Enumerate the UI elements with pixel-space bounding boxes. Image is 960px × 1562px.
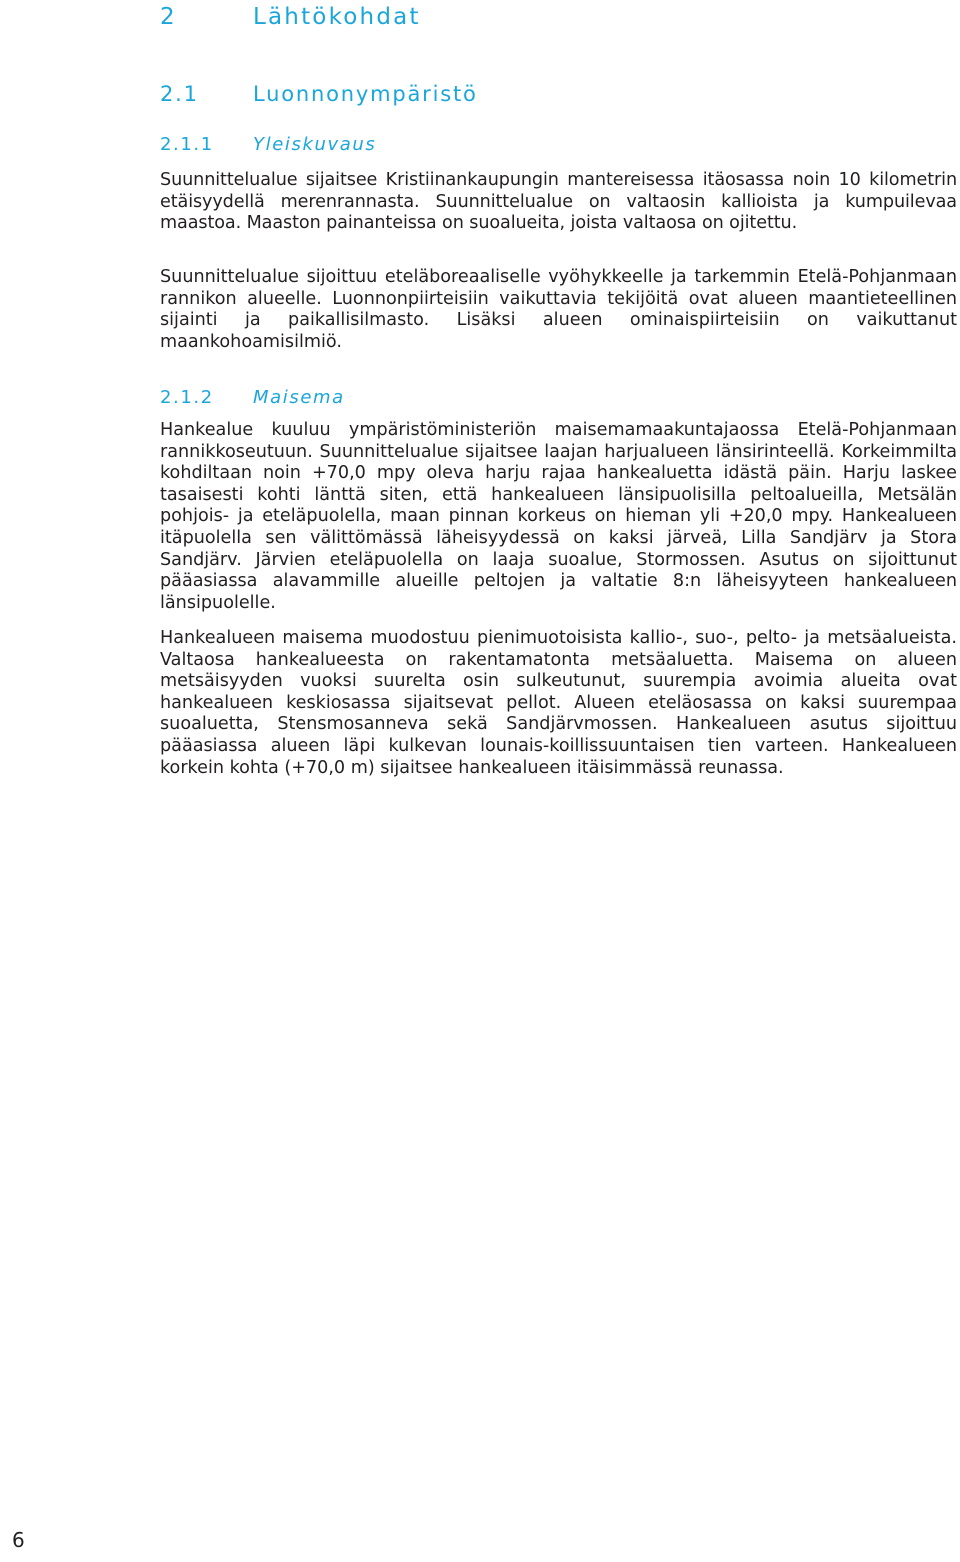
yleiskuvaus-number: 2.1.1: [160, 134, 214, 155]
section-number: 2: [160, 4, 177, 30]
subsection-heading: [160, 82, 478, 106]
yleiskuvaus-title: Yleiskuvaus: [253, 134, 377, 155]
maisema-title: Maisema: [253, 387, 345, 408]
yleiskuvaus-heading: [160, 134, 376, 155]
section-title: Lähtökohdat: [253, 4, 421, 30]
page-number: 6: [12, 1528, 25, 1552]
maisema-number: 2.1.2: [160, 387, 214, 408]
yleiskuvaus-paragraph-1: Suunnittelualue sijaitsee Kristiinankaupungin mantereisessa itäosassa noin 10 kilometrin etäisyydellä merenrannasta. Suunnittelualue on valtaosin kallioista ja kumpuilevaa maastoa. Maaston painanteissa on suoalueita, joista valtaosa on ojitettu.: [160, 170, 957, 234]
maisema-paragraph-1: Hankealue kuuluu ympäristöministeriön maisemamaakuntajaossa Etelä-Pohjanmaan rannikkoseutuun. Suunnittelualue sijaitsee laajan harjualueen länsirinteellä. Korkeimmilta kohdiltaan noin +70,0 mpy oleva harju rajaa hankealuetta idästä päin. Harju laskee tasaisesti kohti länttä siten, että hankealueen länsipuolisilla peltoalueilla, Metsälän pohjois- ja eteläpuolella, maan pinnan korkeus on hieman yli +20,0 mpy. Hankealueen itäpuolella sen välittömässä läheisyydessä on kaksi järveä, Lilla Sandjärv ja Stora Sandjärv. Järvien eteläpuolella on laaja suoalue, Stormossen. Asutus on sijoittunut pääasiassa alavammille alueille peltojen ja valtatie 8:n läheisyyteen hankealueen länsipuolelle.: [160, 420, 957, 613]
yleiskuvaus-paragraph-2: Suunnittelualue sijoittuu eteläboreaaliselle vyöhykkeelle ja tarkemmin Etelä-Pohjanmaan rannikon alueelle. Luonnonpiirteisiin vaikuttavia tekijöitä ovat alueen maantieteellinen sijainti ja paikallisilmasto. Lisäksi alueen ominaispiirteisiin on vaikuttanut maankohoamisilmiö.: [160, 267, 957, 352]
section-heading: [160, 4, 421, 30]
subsection-title: Luonnonympäristö: [253, 82, 478, 106]
subsection-number: 2.1: [160, 82, 199, 106]
maisema-paragraph-2: Hankealueen maisema muodostuu pienimuotoisista kallio-, suo-, pelto- ja metsäalueista. Valtaosa hankealueesta on rakentamatonta metsäaluetta. Maisema on alueen metsäisyyden vuoksi suurelta osin sulkeutunut, suurempia avoimia alueita ovat hankealueen keskiosassa sijaitsevat pellot. Alueen eteläosassa on kaksi suurempaa suoaluetta, Stensmosanneva sekä Sandjärvmossen. Hankealueen asutus sijoittuu pääasiassa alueen läpi kulkevan lounais-koillissuuntaisen tien varteen. Hankealueen korkein kohta (+70,0 m) sijaitsee hankealueen itäisimmässä reunassa.: [160, 628, 957, 778]
maisema-heading: [160, 387, 345, 408]
